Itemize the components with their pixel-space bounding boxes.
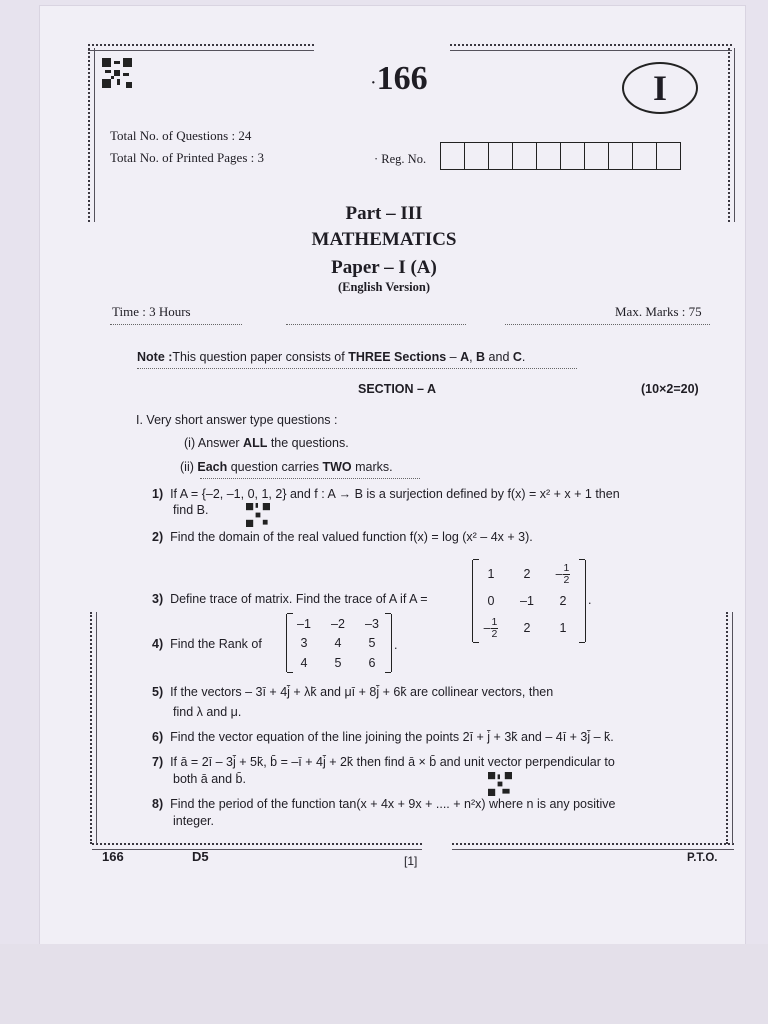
divider bbox=[286, 324, 466, 325]
question-5-cont: find λ and μ. bbox=[173, 705, 242, 719]
matrix-cell: 4 bbox=[300, 655, 308, 670]
reg-no-box[interactable] bbox=[441, 143, 465, 169]
reg-no-box[interactable] bbox=[537, 143, 561, 169]
scan-background bbox=[0, 944, 768, 1024]
question-8-cont: integer. bbox=[173, 814, 215, 828]
footer-code: 166 bbox=[102, 849, 124, 864]
divider bbox=[200, 478, 420, 479]
total-pages: Total No. of Printed Pages : 3 bbox=[110, 150, 264, 165]
paper-title: Paper – I (A) bbox=[331, 257, 437, 278]
matrix-cell: 1 bbox=[487, 567, 495, 581]
matrix-cell: 5 bbox=[334, 655, 342, 670]
reg-no-label: · Reg. No. bbox=[374, 152, 427, 166]
matrix-cell: –2 bbox=[331, 616, 345, 631]
total-questions: Total No. of Questions : 24 bbox=[110, 128, 252, 143]
paper-code: ·166 bbox=[370, 60, 428, 97]
version-label: (English Version) bbox=[337, 280, 431, 294]
matrix-cell: 5 bbox=[368, 636, 376, 650]
note-line: Note :This question paper consists of THREE Sections – A, B and C. bbox=[137, 350, 526, 364]
matrix-cell: 2 bbox=[523, 567, 531, 581]
set-label-badge: I bbox=[622, 62, 698, 114]
instruction-2: (ii) Each question carries TWO marks. bbox=[180, 460, 393, 474]
divider bbox=[137, 368, 577, 369]
border-top-right bbox=[450, 44, 732, 51]
section-marks: (10×2=20) bbox=[641, 382, 699, 396]
reg-no-box[interactable] bbox=[585, 143, 609, 169]
question-1: 1) If A = {–2, –1, 0, 1, 2} and f : A → B is a surjection defined by f(x) = x² + x + 1 then bbox=[152, 487, 620, 501]
question-7: 7) If ā = 2ī – 3j̄ + 5k̄, b̄ = –ī + 4j̄ + 2k̄ then find ā × b̄ and unit vector perpendicular to bbox=[152, 755, 615, 769]
reg-no-box[interactable] bbox=[609, 143, 633, 169]
divider bbox=[505, 324, 710, 325]
matrix-cell: 6 bbox=[368, 655, 376, 670]
qr-code-icon bbox=[102, 58, 132, 88]
max-marks-label: Max. Marks : 75 bbox=[615, 304, 702, 319]
border-top-left bbox=[88, 44, 314, 51]
border-left-bottom bbox=[90, 612, 97, 844]
footer-pto: P.T.O. bbox=[687, 852, 718, 864]
reg-no-box[interactable] bbox=[657, 143, 680, 169]
matrix-cell: 4 bbox=[334, 636, 342, 650]
footer-page-number: [1] bbox=[404, 854, 418, 868]
footer-series: D5 bbox=[192, 849, 209, 864]
matrix-cell: 1 bbox=[559, 621, 567, 635]
question-5: 5) If the vectors – 3ī + 4j̄ + λk̄ and μī + 8j̄ + 6k̄ are collinear vectors, then bbox=[152, 685, 554, 699]
border-left-top bbox=[88, 48, 95, 222]
section-title: SECTION – A bbox=[358, 382, 437, 396]
matrix-q4 bbox=[286, 614, 392, 672]
reg-no-box[interactable] bbox=[633, 143, 657, 169]
matrix-cell: 2 bbox=[559, 594, 567, 608]
reg-no-box[interactable] bbox=[513, 143, 537, 169]
matrix-cell: 2 bbox=[523, 621, 531, 635]
matrix-cell: –1 bbox=[297, 616, 311, 631]
question-8: 8) Find the period of the function tan(x + 4x + 9x + .... + n²x) where n is any positive bbox=[152, 797, 616, 811]
question-3: 3) Define trace of matrix. Find the trace of A if A = bbox=[152, 592, 428, 606]
reg-no-box[interactable] bbox=[489, 143, 513, 169]
reg-no-box[interactable] bbox=[561, 143, 585, 169]
matrix-cell: – $\frac{1}{2}$ bbox=[483, 615, 498, 640]
question-4: 4) Find the Rank of bbox=[152, 637, 262, 651]
matrix-cell: –1 bbox=[520, 594, 534, 608]
border-right-top bbox=[728, 48, 735, 222]
subject-title: MATHEMATICS bbox=[311, 229, 457, 250]
time-label: Time : 3 Hours bbox=[112, 304, 191, 319]
border-bottom-right bbox=[452, 843, 734, 850]
question-2: 2) Find the domain of the real valued function f(x) = log (x² – 4x + 3). bbox=[152, 530, 533, 544]
question-6: 6) Find the vector equation of the line joining the points 2ī + j̄ + 3k̄ and – 4ī + 3j̄ – k̄. bbox=[152, 730, 614, 744]
matrix-cell: 3 bbox=[300, 636, 308, 650]
instruction-1: (i) Answer ALL the questions. bbox=[184, 436, 349, 450]
reg-no-boxes[interactable] bbox=[440, 142, 681, 170]
qr-code-icon bbox=[246, 503, 270, 527]
question-7-cont: both ā and b̄. bbox=[173, 772, 246, 786]
matrix-q3-end: . bbox=[588, 593, 592, 607]
border-bottom-left bbox=[92, 843, 422, 850]
matrix-cell: 0 bbox=[487, 594, 495, 608]
divider bbox=[110, 324, 242, 325]
matrix-cell: – $\frac{1}{2}$ bbox=[555, 561, 570, 586]
section-heading: I. Very short answer type questions : bbox=[136, 413, 338, 427]
question-1-cont: find B. bbox=[173, 503, 209, 517]
border-right-bottom bbox=[726, 612, 733, 844]
qr-code-icon bbox=[488, 772, 512, 796]
part-title: Part – III bbox=[345, 203, 423, 224]
reg-no-box[interactable] bbox=[465, 143, 489, 169]
matrix-q4-end: . bbox=[394, 638, 398, 652]
matrix-cell: –3 bbox=[365, 616, 379, 631]
matrix-q3 bbox=[472, 560, 586, 642]
